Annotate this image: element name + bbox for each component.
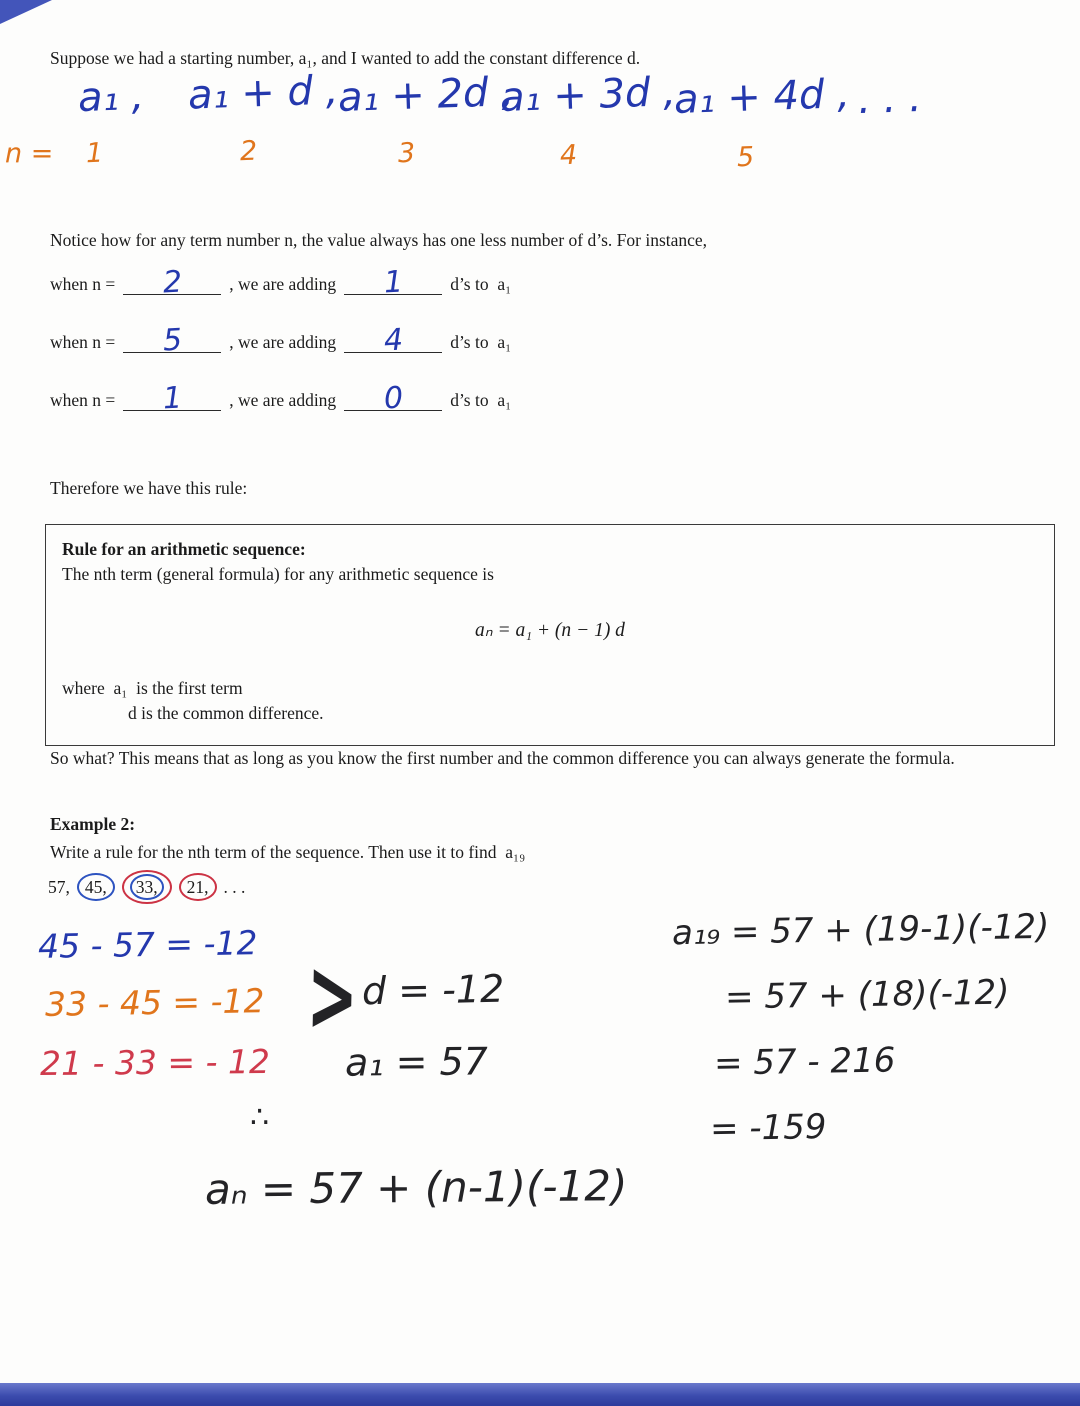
general-rule-formula: aₙ = 57 + (n-1)(-12) — [204, 1161, 628, 1214]
sequence-term: a₁ + 2d , — [337, 68, 515, 122]
when-suffix: d’s to a₁ — [450, 274, 512, 294]
when-row — [50, 322, 512, 359]
when-mid: , we are adding — [229, 274, 337, 294]
a19-calc-line-2: = 57 + (18)(-12) — [724, 972, 1010, 1018]
sequence-number: 45, — [84, 877, 107, 897]
sequence-index: 1 — [85, 137, 104, 170]
adding-blank — [344, 380, 442, 417]
rule-where-1: where a₁ is the first term — [62, 677, 243, 698]
sequence-number: 21, — [186, 877, 209, 897]
sequence-index: 4 — [559, 139, 578, 172]
example2-sequence — [48, 870, 245, 904]
first-term-value: a₁ = 57 — [344, 1039, 489, 1085]
when-mid: , we are adding — [229, 332, 337, 352]
when-prefix: when n = — [50, 274, 116, 294]
grouping-brace: > — [305, 935, 360, 1057]
sequence-term: a₁ , — [77, 72, 145, 122]
sequence-term: a₁ + 4d , — [673, 70, 851, 124]
sequence-term: a₁ + d , — [187, 67, 340, 119]
when-suffix: d’s to a₁ — [450, 332, 512, 352]
scan-bottom-edge — [0, 1383, 1080, 1406]
sequence-index: 2 — [239, 135, 258, 168]
common-difference-value: d = -12 — [361, 966, 505, 1014]
ellipse-annotation-blue — [77, 873, 115, 901]
a19-calc-result: = -159 — [709, 1106, 827, 1150]
ellipse-annotation-red — [179, 873, 217, 901]
n-answer: 5 — [161, 322, 183, 359]
adding-answer: 4 — [382, 322, 404, 359]
adding-answer: 0 — [382, 380, 404, 417]
difference-calc-2: 33 - 45 = -12 — [44, 981, 265, 1024]
ellipse-annotation-inner — [130, 874, 164, 900]
sequence-index: 3 — [397, 137, 416, 170]
sequence-number: 57, — [48, 876, 70, 897]
n-answer: 1 — [161, 380, 183, 417]
scan-corner-artifact — [0, 0, 52, 24]
when-prefix: when n = — [50, 390, 116, 410]
ellipse-annotation-red-blue — [122, 870, 172, 904]
difference-calc-3: 21 - 33 = - 12 — [39, 1041, 271, 1084]
when-row — [50, 264, 512, 301]
rule-box-title: Rule for an arithmetic sequence: — [62, 539, 306, 559]
sequence-index: 5 — [736, 141, 755, 174]
n-label: n = — [5, 138, 54, 169]
rule-where-2: d is the common difference. — [128, 703, 324, 724]
rule-box-intro: The nth term (general formula) for any arithmetic sequence is — [62, 564, 494, 585]
therefore-symbol: ∴ — [250, 1100, 270, 1135]
rule-formula: aₙ = a₁ + (n − 1) d — [475, 619, 625, 641]
n-blank — [123, 380, 221, 417]
when-suffix: d’s to a₁ — [450, 390, 512, 410]
when-mid: , we are adding — [229, 390, 337, 410]
intro-text: Suppose we had a starting number, a₁, and I wanted to add the constant difference d. — [50, 48, 641, 68]
when-row — [50, 380, 512, 417]
sequence-number: 33, — [135, 877, 158, 897]
sequence-term: a₁ + 3d , — [499, 68, 677, 122]
sequence-ellipsis: . . . — [223, 876, 246, 897]
n-blank — [123, 322, 221, 359]
n-blank — [123, 264, 221, 301]
a19-calc-line-1: a₁₉ = 57 + (19-1)(-12) — [671, 906, 1050, 954]
example2-title: Example 2: — [50, 814, 136, 834]
when-prefix: when n = — [50, 332, 116, 352]
so-what-text: So what? This means that as long as you know the first number and the common difference you can always generate the formula. — [50, 748, 955, 768]
therefore-text: Therefore we have this rule: — [50, 478, 248, 498]
example2-prompt: Write a rule for the nth term of the sequence. Then use it to find a₁₉ — [50, 842, 526, 862]
adding-blank — [344, 322, 442, 359]
adding-answer: 1 — [382, 264, 404, 301]
difference-calc-1: 45 - 57 = -12 — [37, 923, 258, 966]
n-answer: 2 — [161, 264, 183, 301]
sequence-ellipsis: . . . — [857, 74, 923, 124]
a19-calc-line-3: = 57 - 216 — [713, 1040, 896, 1084]
notice-text: Notice how for any term number n, the value always has one less number of d’s. For instance, — [50, 230, 708, 250]
adding-blank — [344, 264, 442, 301]
rule-box — [45, 524, 1055, 746]
